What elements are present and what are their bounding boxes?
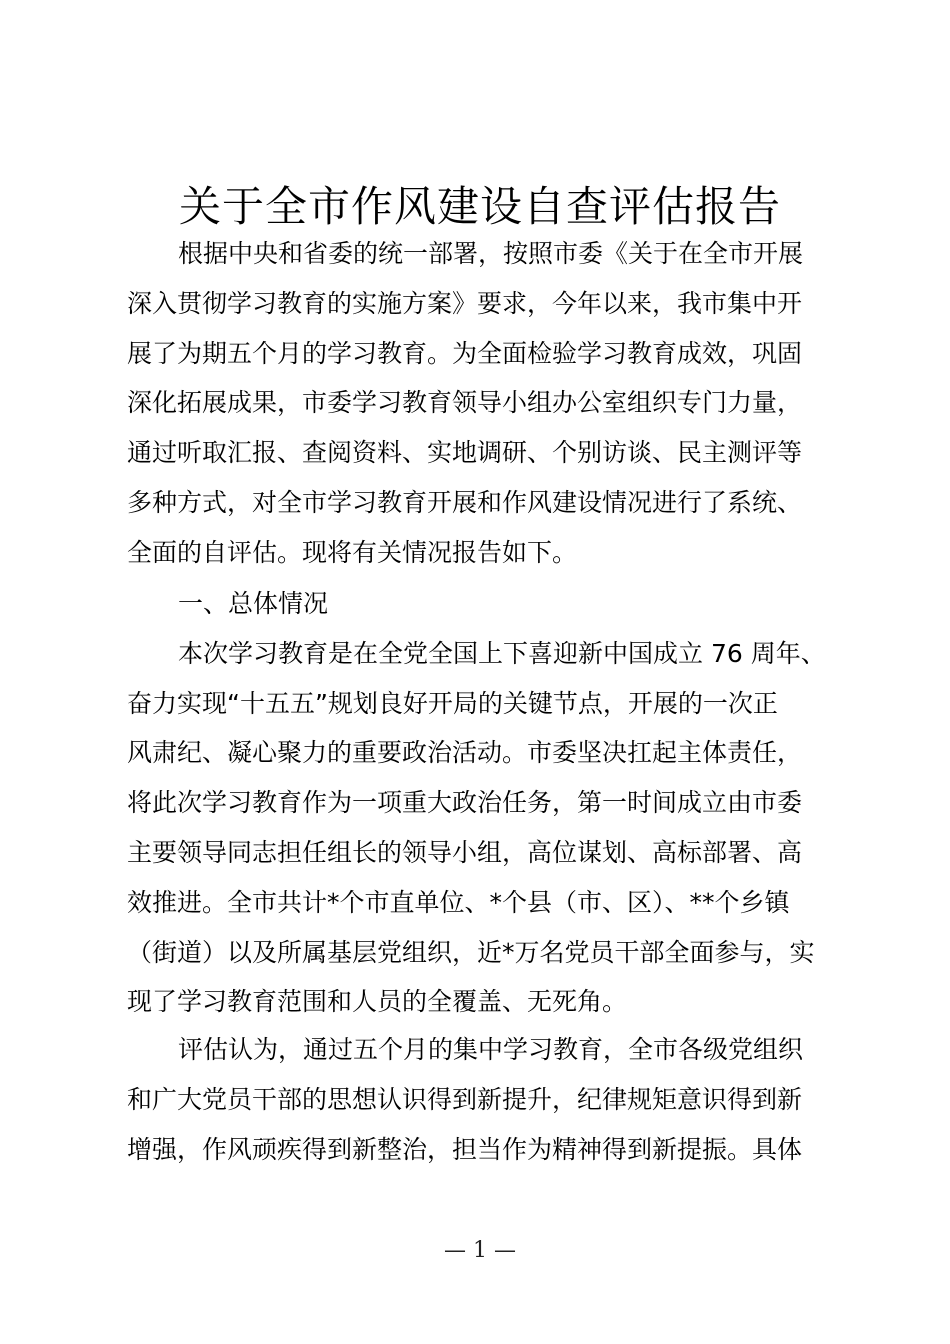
text-line: 效推进。全市共计*个市直单位、*个县（市、区）、**个乡镇 [127,887,790,917]
text-line: 主要领导同志担任组长的领导小组，高位谋划、高标部署、高 [127,837,803,867]
text-line: 风肃纪、凝心聚力的重要政治活动。市委坚决扛起主体责任， [127,738,803,768]
page-number: — 1 — [444,1238,516,1263]
text-line: 深入贯彻学习教育的实施方案》要求，今年以来，我市集中开 [127,288,803,318]
text-line: （街道）以及所属基层党组织，近*万名党员干部全面参与，实 [127,937,815,967]
text-line: 增强，作风顽疾得到新整治，担当作为精神得到新提振。具体 [127,1134,803,1164]
text-line: 本次学习教育是在全党全国上下喜迎新中国成立 76 周年、 [178,638,826,668]
text-line: 评估认为，通过五个月的集中学习教育，全市各级党组织 [178,1035,804,1064]
document-title: 关于全市作风建设自查评估报告 [178,182,781,231]
paragraph-intro [127,229,847,578]
text-line: 将此次学习教育作为一项重大政治任务，第一时间成立由市委 [127,788,803,818]
text-line: 奋力实现“十五五”规划良好开局的关键节点，开展的一次正 [127,688,778,718]
section-overall [127,579,847,1027]
paragraph-assessment [127,1025,847,1174]
text-line: 多种方式，对全市学习教育开展和作风建设情况进行了系统、 [127,487,803,517]
text-line: 通过听取汇报、查阅资料、实地调研、个别访谈、民主测评等 [127,438,803,468]
text-line: 和广大党员干部的思想认识得到新提升，纪律规矩意识得到新 [127,1084,803,1114]
text-line: 深化拓展成果，市委学习教育领导小组办公室组织专门力量， [127,388,803,418]
text-line: 展了为期五个月的学习教育。为全面检验学习教育成效，巩固 [127,338,803,368]
text-line: 根据中央和省委的统一部署，按照市委《关于在全市开展 [178,239,804,268]
text-line: 全面的自评估。现将有关情况报告如下。 [127,537,578,567]
text-line: 现了学习教育范围和人员的全覆盖、无死角。 [127,987,628,1017]
section-heading: 一、总体情况 [178,589,329,618]
